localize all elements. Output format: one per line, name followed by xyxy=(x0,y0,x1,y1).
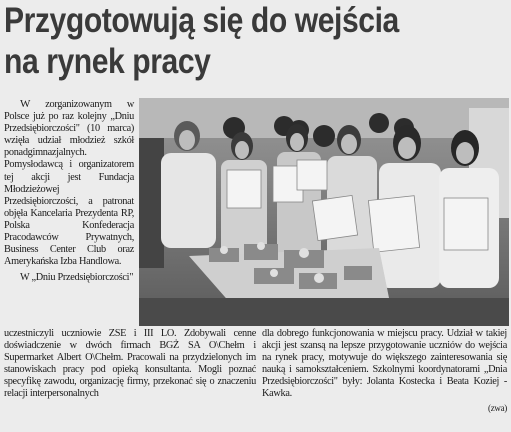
headline xyxy=(4,0,438,82)
bottom-middle-column xyxy=(4,328,256,401)
bottom-right-text: dla dobrego funkcjonowania w miejscu pracy. Udział w takiej akcji jest szansą na lepsze przygotowanie uczniów do wejścia na rynek pracy, motywuje do większego zainteresowania się nauką i samokształceniem. Szkolnymi koordynatorami „Dnia Przedsiębiorczości" były: Jolanta Kostecka i Beata Koziej - Kawka. xyxy=(262,328,507,400)
photo-image xyxy=(139,98,509,326)
bottom-right-column xyxy=(262,328,507,414)
group-photo xyxy=(139,98,509,326)
left-paragraph-1: W zorganizowanym w Polsce już po raz kolejny „Dniu Przedsiębiorczości" (10 marca) wzięła udział młodzież szkół ponadgimnazjalnych. Pomysłodawcą i organizatorem tej akcji jest Fundacja Młodzieżowej Przedsiębiorczości, a patronat objęła Kancelaria Prezydenta RP, Polska Konfederacja Pracodawców Prywatnych, Business Center Club oraz Amerykańska Izba Handlowa. xyxy=(4,98,134,268)
author-credit: (zwa) xyxy=(488,402,507,413)
left-column xyxy=(4,98,134,284)
bottom-middle-text: uczestniczyli uczniowie ZSE i III LO. Zdobywali cenne doświadczenie w dwóch firmach BGŻ SA O\Chełm i Supermarket Albert O\Chełm. Pracowali na przydzielonych im stanowiskach pracy pod opieką konsultanta. Mogli poznać specyfikę zawodu, organizację firmy, przekonać się o znaczeniu relacji interpersonalnych xyxy=(4,328,256,400)
headline-line-1: Przygotowują się do wejścia xyxy=(4,1,399,40)
headline-line-2: na rynek pracy xyxy=(4,42,211,81)
left-paragraph-2: W „Dniu Przedsiębiorczości" xyxy=(20,272,134,284)
